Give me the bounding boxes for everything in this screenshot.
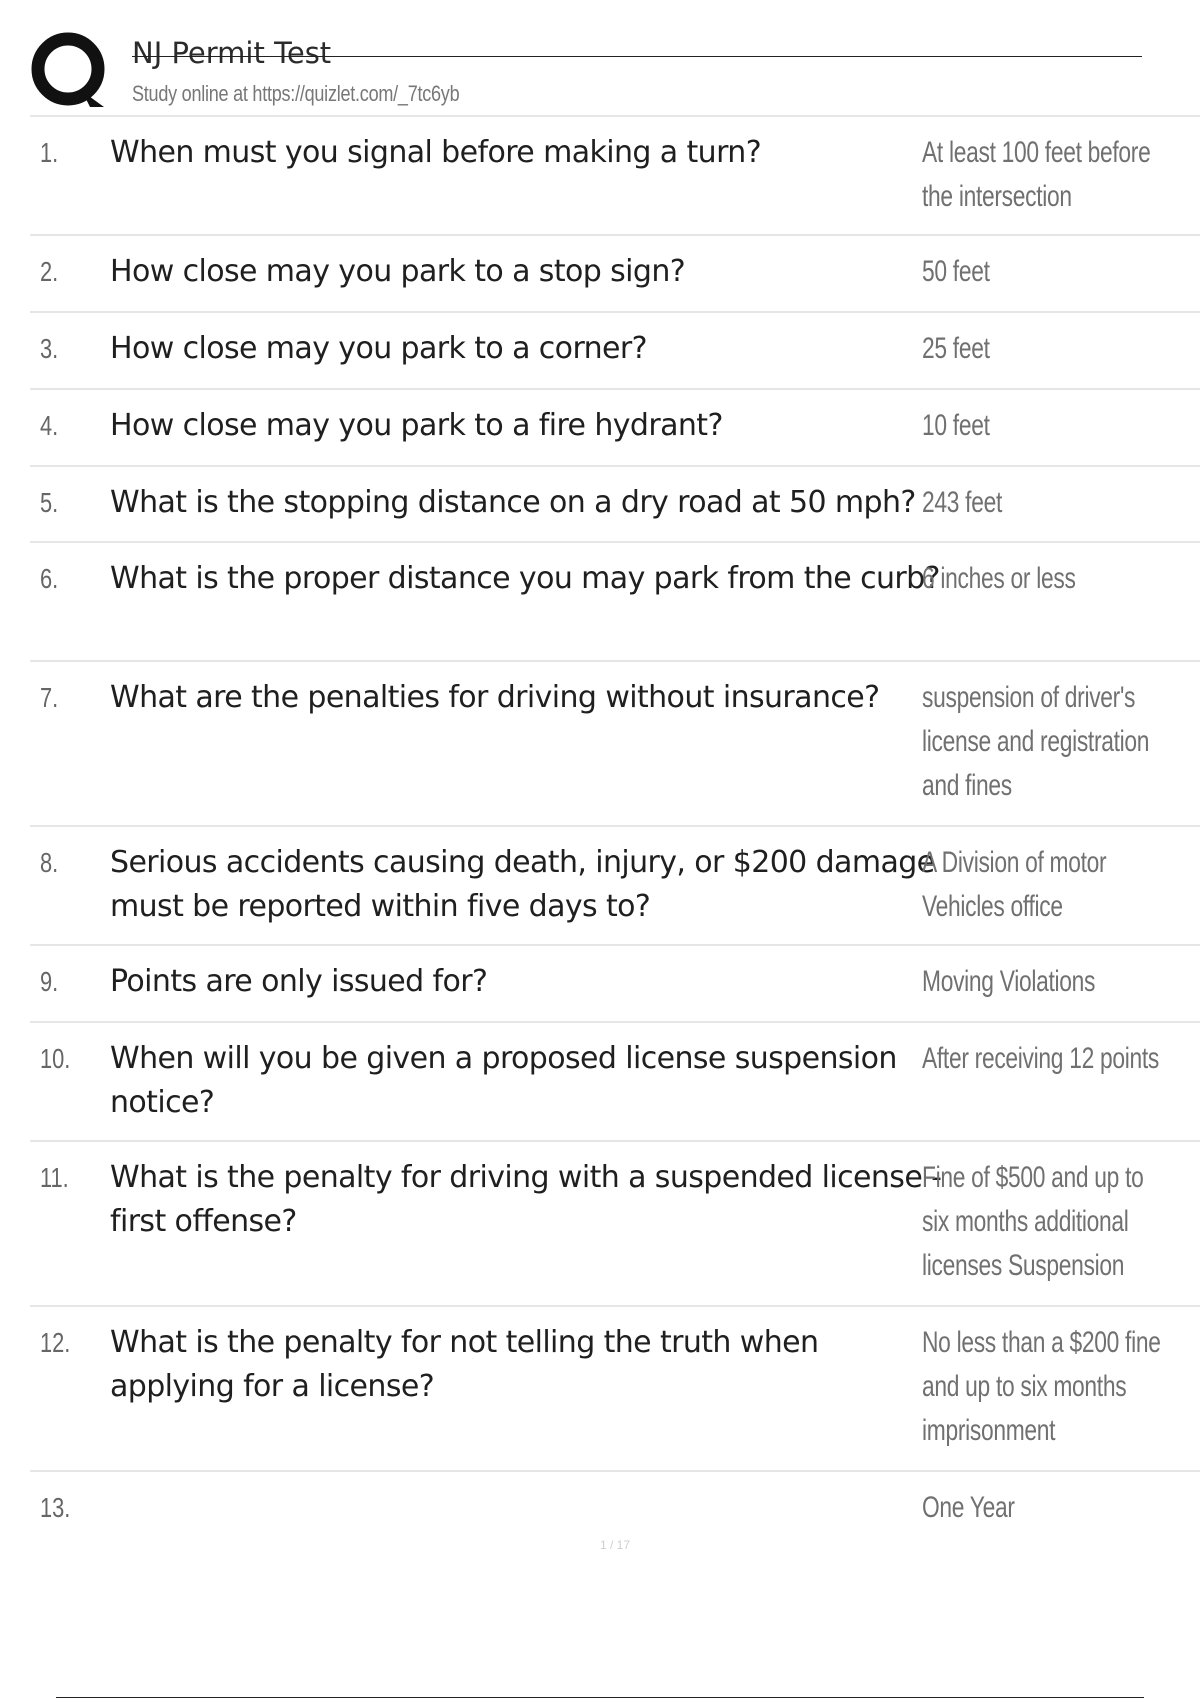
definition-text: 25 feet (922, 332, 990, 365)
item-number: 7. (40, 682, 59, 713)
table-row (30, 662, 1200, 827)
item-number: 3. (40, 333, 59, 364)
table-row (30, 827, 1200, 946)
definition-text: 50 feet (922, 255, 990, 288)
definition-text: One Year (922, 1491, 1015, 1524)
item-number: 11. (40, 1162, 69, 1193)
table-row (30, 313, 1200, 390)
definition-text: Fine of $500 and up to six months additional licenses Suspension (922, 1161, 1144, 1282)
footer-divider (56, 1697, 1144, 1698)
item-number: 1. (40, 137, 59, 168)
term-text: What is the proper distance you may park from the curb? (110, 561, 940, 596)
item-number: 2. (40, 256, 59, 287)
term-text: When must you signal before making a turn? (110, 135, 762, 170)
item-number: 13. (40, 1492, 71, 1523)
term-text: What is the penalty for driving with a suspended license - first offense? (110, 1160, 942, 1239)
item-number: 12. (40, 1327, 71, 1358)
term-text: Points are only issued for? (110, 964, 488, 999)
title-divider (132, 56, 1142, 57)
definition-text: 10 feet (922, 409, 990, 442)
term-text: When will you be given a proposed license suspension notice? (110, 1041, 897, 1120)
document-title: NJ Permit Test (132, 36, 332, 70)
flashcard-table (30, 115, 1200, 1549)
term-text: What are the penalties for driving without insurance? (110, 680, 880, 715)
study-online-link[interactable]: Study online at https://quizlet.com/_7tc6yb (132, 81, 460, 106)
definition-text: 243 feet (922, 486, 1002, 519)
table-row (30, 1142, 1200, 1307)
definition-text: suspension of driver's license and registration and fines (922, 681, 1150, 802)
item-number: 8. (40, 847, 59, 878)
table-row (30, 467, 1200, 543)
definition-text: A Division of motor Vehicles office (922, 846, 1107, 923)
table-row (30, 1023, 1200, 1142)
term-text: How close may you park to a corner? (110, 331, 647, 366)
item-number: 9. (40, 966, 59, 997)
term-text: How close may you park to a fire hydrant? (110, 408, 723, 443)
definition-text: No less than a $200 fine and up to six months imprisonment (922, 1326, 1161, 1447)
quizlet-logo-icon (30, 31, 110, 111)
item-number: 10. (40, 1043, 71, 1074)
term-text: How close may you park to a stop sign? (110, 254, 686, 289)
term-text: Serious accidents causing death, injury, or $200 damage must be reported within five days to? (110, 845, 935, 924)
item-number: 6. (40, 563, 59, 594)
term-text: What is the stopping distance on a dry road at 50 mph? (110, 485, 916, 520)
definition-text: 6 inches or less (922, 562, 1076, 595)
page-number: 1 / 17 (599, 1538, 631, 1552)
term-text: What is the penalty for not telling the truth when applying for a license? (110, 1325, 819, 1404)
item-number: 5. (40, 487, 59, 518)
table-row (30, 1307, 1200, 1472)
table-row (30, 117, 1200, 236)
item-number: 4. (40, 410, 59, 441)
table-row (30, 236, 1200, 313)
definition-text: Moving Violations (922, 965, 1096, 998)
table-row (30, 946, 1200, 1023)
table-row (30, 543, 1200, 662)
definition-text: At least 100 feet before the intersection (922, 136, 1151, 213)
table-row (30, 390, 1200, 467)
definition-text: After receiving 12 points (922, 1042, 1160, 1075)
